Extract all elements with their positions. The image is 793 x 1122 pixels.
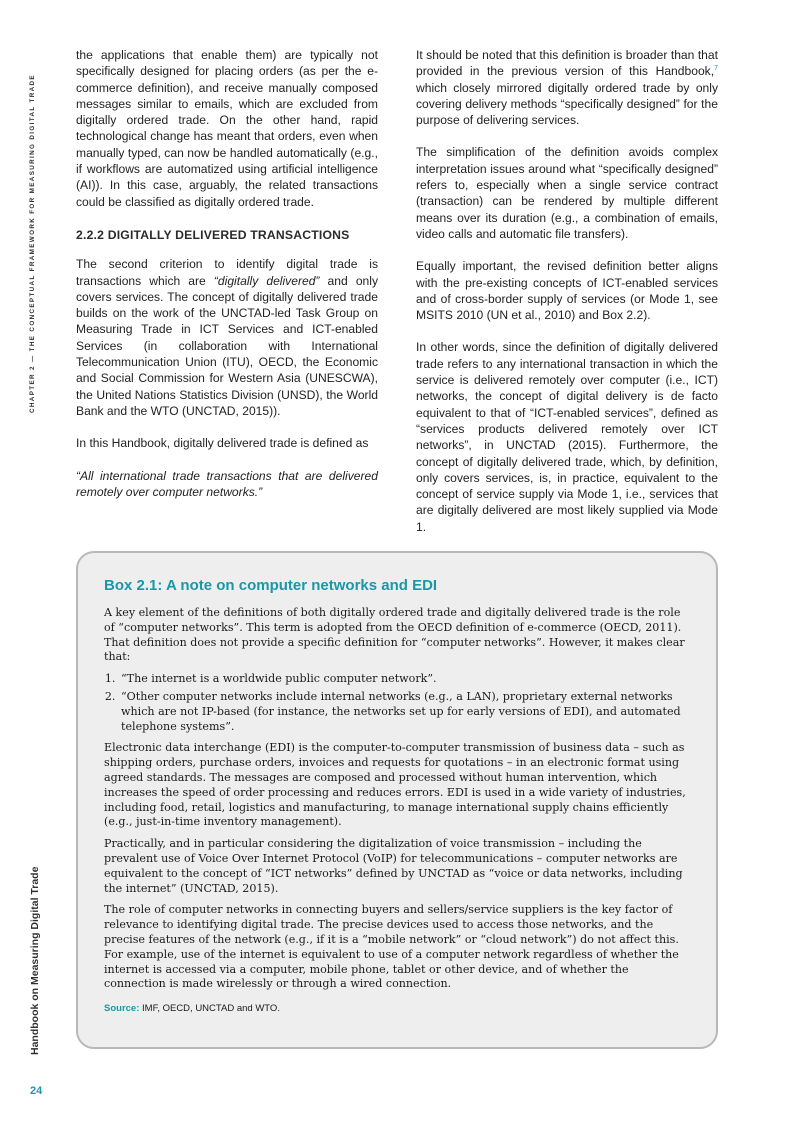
- box-list-item: 1. “The internet is a worldwide public computer network”.: [119, 672, 690, 687]
- running-header-chapter: [29, 48, 41, 413]
- box-paragraph-voip: Practically, and in particular considering the digitalization of voice transmission – including the prevalent use of Voice Over Internet Protocol (VoIP) for telecommunications – computer networks are equivalent to the concept of “ICT networks” defined by UNCTAD as “voice or data networks, including the internet” (UNCTAD, 2015).: [104, 837, 683, 895]
- box-source: [104, 1002, 690, 1017]
- box-paragraph-edi: Electronic data interchange (EDI) is the computer-to-computer transmission of business data – such as shipping orders, purchase orders, invoices and requests for quotations – in an electronic format using agreed standards. The messages are composed and processed without human intervention, which increases the speed of order processing and reduces errors. EDI is used in a wide variety of industries, including food, retail, logistics and manufacturing, to manage international supply chains efficiently (e.g., just-in-time inventory management).: [104, 741, 686, 829]
- source-text: IMF, OECD, UNCTAD and WTO.: [139, 1003, 280, 1015]
- chapter-label: CHAPTER 2 — THE CONCEPTUAL FRAMEWORK FOR MEASURING DIGITAL TRADE: [29, 74, 36, 413]
- right-paragraph-1: [416, 47, 718, 128]
- para1-text-start: It should be noted that this definition is broader than that provided in the previous version of this Handbook,: [416, 48, 718, 79]
- section-heading: 2.2.2 DIGITALLY DELIVERED TRANSACTIONS: [76, 227, 350, 242]
- box-2-1: [76, 551, 718, 1049]
- box-title: Box 2.1: A note on computer networks and EDI: [104, 577, 438, 594]
- box-list: [104, 672, 690, 734]
- para2-text-start: The second criterion to identify digital trade is transactions which are: [76, 257, 378, 288]
- para1-text-end: which closely mirrored digitally ordered trade by only covering delivery methods “specifically designed” for the purpose of delivering services.: [416, 80, 718, 128]
- left-paragraph-2: [76, 256, 378, 419]
- right-paragraph-2: The simplification of the definition avoids complex interpretation issues around what “specifically designed” refers to, especially when a single service contract (transaction) can be rendered by multiple different means over its duration (e.g., a combination of emails, video calls and automatic file transfers).: [416, 145, 718, 241]
- page-number: 24: [30, 1085, 43, 1097]
- right-paragraph-3: Equally important, the revised definition better aligns with the pre-existing concepts of ICT-enabled services and of cross-border supply of services (or Mode 1, see MSITS 2010 (UN et al., 2010) and Box 2.2).: [416, 259, 718, 323]
- para2-italic-term: “digitally delivered”: [213, 273, 320, 288]
- box-intro: A key element of the definitions of both digitally ordered trade and digitally delivered trade is the role of “computer networks”. This term is adopted from the OECD definition of e-commerce (OECD, 2011). That definition does not provide a specific definition for “computer networks”. However, it makes clear that:: [104, 606, 685, 664]
- book-title: Handbook on Measuring Digital Trade: [29, 866, 41, 1055]
- footnote-marker[interactable]: 7: [714, 65, 718, 73]
- left-paragraph-1: the applications that enable them) are typically not specifically designed for placing orders (as per the e-commerce definition), and receive manually composed messages similar to emails, which are excluded from digitally ordered trade. On the other hand, rapid technological change has meant that orders, even when manually typed, can now be handled automatically (e.g., if workflows are automatized using artificial intelligence (AI)). In this case, arguably, the related transactions could be classified as digitally ordered trade.: [76, 48, 378, 209]
- box-list-item: 2. “Other computer networks include internal networks (e.g., a LAN), proprietary external networks which are not IP-based (for instance, the networks set up for early versions of EDI), and automated telephone systems”.: [119, 690, 690, 734]
- para2-text-end: and only covers services. The concept of digitally delivered trade builds on the work of the UNCTAD-led Task Group on Measuring Trade in ICT Services and ICT-enabled Services (in collaboration with International Telecommunication Union (ITU), OECD, the Economic and Social Commission for Western Asia (UNESCWA), the United Nations Statistics Division (UNSD), the World Bank and the WTO (UNCTAD, 2015)).: [76, 273, 379, 418]
- definition-quote: “All international trade transactions that are delivered remotely over computer networks.”: [76, 468, 378, 499]
- left-column: [76, 47, 378, 516]
- source-label: Source:: [104, 1003, 140, 1015]
- running-header-book-title: [29, 866, 43, 1055]
- right-paragraph-4: In other words, since the definition of digitally delivered trade refers to any international transaction in which the service is delivered remotely over computer (i.e., ICT) networks, the concept of digital delivery is de facto equivalent to that of “ICT-enabled services”, defined as “services products delivered remotely over ICT networks”, in UNCTAD (2015). Furthermore, the concept of digitally delivered trade, which, by definition, only covers services, is, in practice, equivalent to the concept of service supply via Mode 1, i.e., services that are digitally delivered are most likely supplied via Mode 1.: [416, 340, 718, 534]
- left-paragraph-3: In this Handbook, digitally delivered trade is defined as: [76, 436, 369, 451]
- box-paragraph-role: The role of computer networks in connecting buyers and sellers/service suppliers is the key factor of relevance to identifying digital trade. The precise devices used to access those networks, and the precise features of the network (e.g., if it is a “mobile network” or “cloud network”) do not affect this. For example, use of the internet is equivalent to use of a computer network regardless of whether the internet is accessed via a computer, mobile phone, tablet or other device, and of whether the connection is made wirelessly or through a wired connection.: [104, 903, 679, 991]
- right-column: [416, 47, 718, 551]
